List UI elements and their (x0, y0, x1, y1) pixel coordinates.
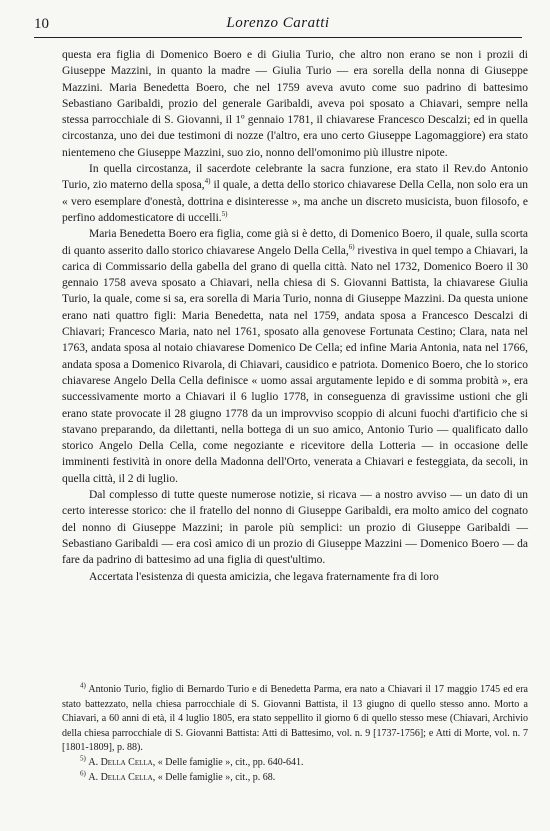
note-reference-6[interactable]: 6) (348, 242, 355, 251)
page-number: 10 (34, 16, 49, 32)
paragraph-2: In quella circostanza, il sacerdote celebrante la sacra funzione, era stato il Rev.do Antonio Turio, zio materno della sposa,$^{4)}$ il quale, a detta dello storico chiavarese Della Cella, non solo era un « vero esemplare d'onestà, dottrina e disinteresse », ma anche un discreto musicista, buon filosofo, e perfino addomesticatore di uccelli.$^{5)}$ (62, 163, 529, 224)
footnotes (62, 683, 528, 785)
header-rule (34, 37, 522, 38)
footnote-author: A. Della Cella, (88, 771, 156, 783)
footnote-5: $^{5)}$ A. Della Cella, « Delle famiglie », cit., pp. 640-641. (80, 754, 304, 768)
footnote-author: A. Della Cella, (88, 756, 156, 768)
note-reference-4[interactable]: 4) (204, 177, 211, 186)
paragraph-3: Maria Benedetta Boero era figlia, come già si è detto, di Domenico Boero, il quale, sulla scorta di quanto asserito dallo storico chiavarese Angelo Della Cella,$^{6)}$ rivestiva in quel tempo a Chiavari, la carica di Commissario della gabella del grano di quella città. Nato nel 1732, Domenico Boero il 30 gennaio 1758 aveva sposato a Chiavari, nella chiesa di S. Giovanni Battista, la chiavarese Giulia Turio, la quale, come si sa, era sorella di Maria Turio, nonna di Giuseppe Mazzini. Da questa unione erano nati quattro figli: Maria Benedetta, nata nel 1759, andata sposa a Francesco Descalzi di Chiavari; Francesco Maria, nato nel 1761, sposato alla genovese Fortunata Cestino; Clara, nata nel 1763, andata sposa al notaio chiavarese Domenico De Cella; ed infine Maria Antonia, nata nel 1766, andata sposa a Domenico Rivarola, di Chiavari, causidico e patriota. Domenico Boero, che lo storico chiavarese Angelo Della Cella definisce « uomo assai argutamente lepido e di somma probità », era successivamente morto a Chiavari il 6 luglio 1778, in conseguenza di gravissime ustioni che gli erano state provocate il 28 giugno 1778 da un improvviso scoppio di alcuni fuochi d'artificio che si stavano preparando, da dilettanti, nella bottega di un suo amico, Antonio Turio — qualificato dallo storico Angelo Della Cella, come negoziante e ricevitore della Lotteria — in occasione delle imminenti festività in onore della Madonna dell'Orto, venerata a Chiavari e festeggiata, da secoli, in quella città, il 2 di luglio. (62, 228, 528, 485)
paragraph-5: Accertata l'esistenza di questa amicizia, che legava fraternamente fra di loro (89, 570, 439, 583)
running-head: Lorenzo Caratti (226, 15, 330, 31)
main-text (62, 47, 528, 585)
footnote-4: $^{4)}$ Antonio Turio, figlio di Bernardo Turio e di Benedetta Parma, era nato a Chiavari il 17 maggio 1745 ed era stato battezzato, nella chiesa parrocchiale di S. Giovanni Battista, il 13 giugno di quello stesso anno. Morto a Chiavari, a 60 anni di età, il 4 luglio 1805, era stato seppellito il giorno 6 di quello stesso mese (Chiavari, Archivio della chiesa parrocchiale di S. Giovanni Battista: Atti di Battesimo, vol. n. 9 [1737-1756]; e Atti di Morte, vol. n. 7 [1801-1809], p. 88). (62, 681, 528, 754)
paragraph-4: Dal complesso di tutte queste numerose notizie, si ricava — a nostro avviso — un dato di un certo interesse storico: che il fratello del nonno di Giuseppe Garibaldi, era molto amico del cognato del nonno di Giuseppe Mazzini; in parole più semplici: un prozio di Giuseppe Garibaldi — Sebastiano Garibaldi — era così amico di un prozio di Giuseppe Mazzini — Domenico Boero — da fare da padrino di battesimo ad una figlia di quest'ultimo. (62, 489, 528, 567)
note-reference-5[interactable]: 5) (221, 210, 228, 219)
footnote-6: $^{6)}$ A. Della Cella, « Delle famiglie », cit., p. 68. (80, 769, 276, 783)
page-header (34, 12, 522, 36)
paragraph-1: questa era figlia di Domenico Boero e di Giulia Turio, che altro non erano se non i prozii di Giuseppe Mazzini, in quanto la madre — Giulia Turio — era sorella della nonna di Giuseppe Mazzini. Maria Benedetta Boero, che nel 1759 aveva avuto come suo padrino di battesimo Sebastiano Garibaldi, prozio del generale Garibaldi, aveva poi sposato a Chiavari, sempre nella stessa parrocchiale di S. Giovanni, il 1º gennaio 1781, il chiavarese Francesco Descalzi; ed in quella circostanza, uno dei due testimoni di nozze (l'altro, era uno certo Giuseppe Lagomaggiore) era stato nientemeno che Giuseppe Mazzini, suo zio, nonno dell'omonimo più illustre nipote. (62, 49, 528, 159)
